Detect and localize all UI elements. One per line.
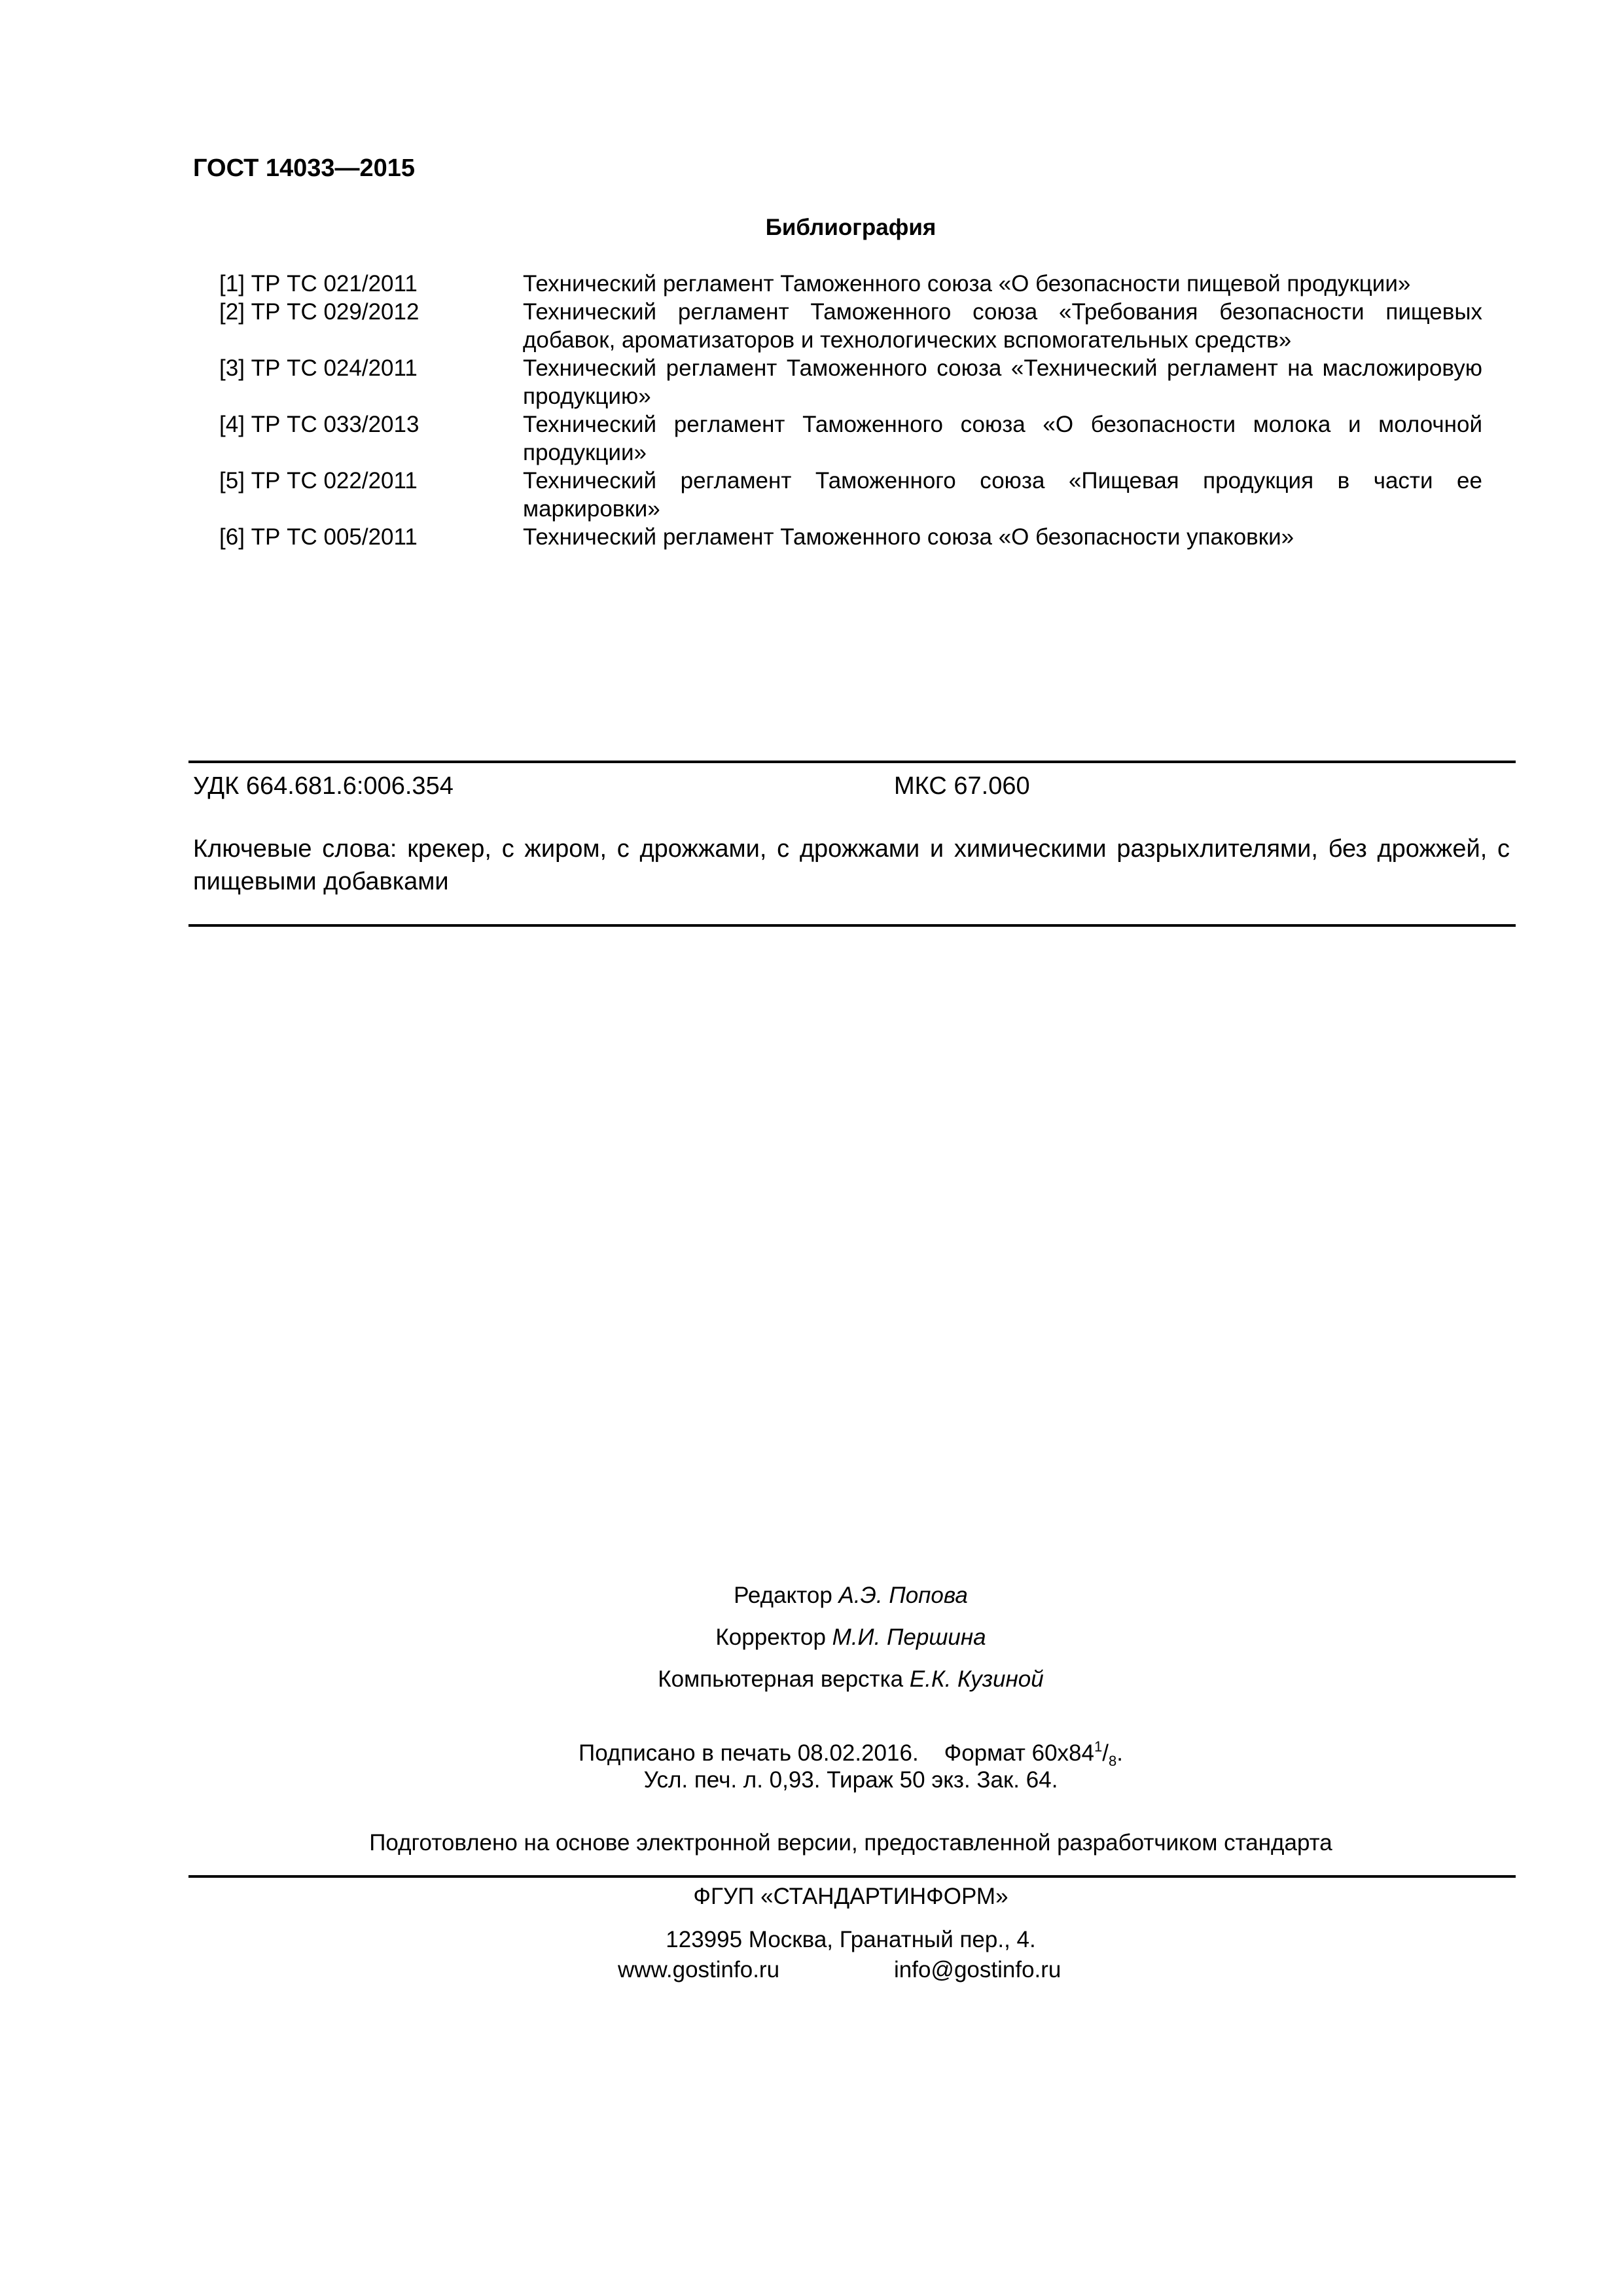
- bibliography-ref: [5] ТР ТС 022/2011: [219, 468, 418, 493]
- document-code: ГОСТ 14033—2015: [193, 154, 416, 182]
- bibliography-text: Технический регламент Таможенного союза «Пищевая продукция в части ее маркировки»: [523, 468, 1482, 522]
- bibliography-text: Технический регламент Таможенного союза «Требования безопасности пищевых добавок, ароматизаторов и технологических вспомогательных средств»: [523, 299, 1482, 353]
- bibliography-item: [219, 270, 1482, 298]
- bibliography-ref: [3] ТР ТС 024/2011: [219, 355, 418, 381]
- mks-code: МКС 67.060: [894, 772, 1030, 800]
- format-sub: 8: [1108, 1753, 1117, 1769]
- corrector-label: Корректор: [715, 1624, 826, 1650]
- bibliography-ref: [1] ТР ТС 021/2011: [219, 271, 418, 296]
- email-link[interactable]: info@gostinfo.ru: [894, 1957, 1061, 1982]
- bottom-divider: [188, 1875, 1516, 1878]
- bibliography-ref: [2] ТР ТС 029/2012: [219, 299, 419, 325]
- print-info: Усл. печ. л. 0,93. Тираж 50 экз. Зак. 64.: [643, 1767, 1058, 1793]
- bibliography-item: [219, 467, 1482, 523]
- layout-label: Компьютерная верстка: [658, 1666, 904, 1692]
- top-divider: [188, 761, 1516, 763]
- signed-text: Подписано в печать 08.02.2016. Формат 60х84: [579, 1740, 1094, 1766]
- prepared-note: Подготовлено на основе электронной версии, предоставленной разработчиком стандарта: [369, 1830, 1332, 1856]
- editor-name: А.Э. Попова: [838, 1583, 968, 1608]
- bibliography-list: [219, 270, 1482, 551]
- website-link[interactable]: www.gostinfo.ru: [618, 1957, 780, 1982]
- editor-label: Редактор: [734, 1583, 832, 1608]
- keywords: Ключевые слова: крекер, с жиром, с дрожжами, с дрожжами и химическими разрыхлителями, без дрожжей, с пищевыми добавками: [193, 835, 1510, 895]
- bibliography-item: [219, 354, 1482, 410]
- corrector-name: М.И. Першина: [832, 1624, 986, 1650]
- publisher: ФГУП «СТАНДАРТИНФОРМ»: [693, 1884, 1008, 1909]
- corrector-credit: [0, 1624, 1623, 1651]
- keywords-divider: [188, 924, 1516, 927]
- bibliography-item: [219, 410, 1482, 467]
- address: 123995 Москва, Гранатный пер., 4.: [666, 1927, 1036, 1952]
- bibliography-item: [219, 298, 1482, 354]
- bibliography-title: Библиография: [765, 215, 936, 240]
- udk-code: УДК 664.681.6:006.354: [193, 772, 454, 800]
- format-sup: 1: [1094, 1738, 1103, 1755]
- signed-info: Подписано в печать 08.02.2016. Формат $60х84^1/_8$.: [579, 1738, 1123, 1769]
- layout-credit: [0, 1666, 1623, 1693]
- layout-name: Е.К. Кузиной: [909, 1666, 1044, 1692]
- bibliography-text: Технический регламент Таможенного союза «О безопасности упаковки»: [523, 524, 1294, 550]
- bibliography-ref: [6] ТР ТС 005/2011: [219, 524, 418, 550]
- bibliography-text: Технический регламент Таможенного союза «О безопасности пищевой продукции»: [523, 271, 1411, 296]
- editor-credit: [0, 1583, 1623, 1609]
- bibliography-text: Технический регламент Таможенного союза «Технический регламент на масложировую продукцию»: [523, 355, 1482, 409]
- bibliography-ref: [4] ТР ТС 033/2013: [219, 412, 419, 437]
- bibliography-item: [219, 523, 1482, 551]
- bibliography-text: Технический регламент Таможенного союза «О безопасности молока и молочной продукции»: [523, 412, 1482, 465]
